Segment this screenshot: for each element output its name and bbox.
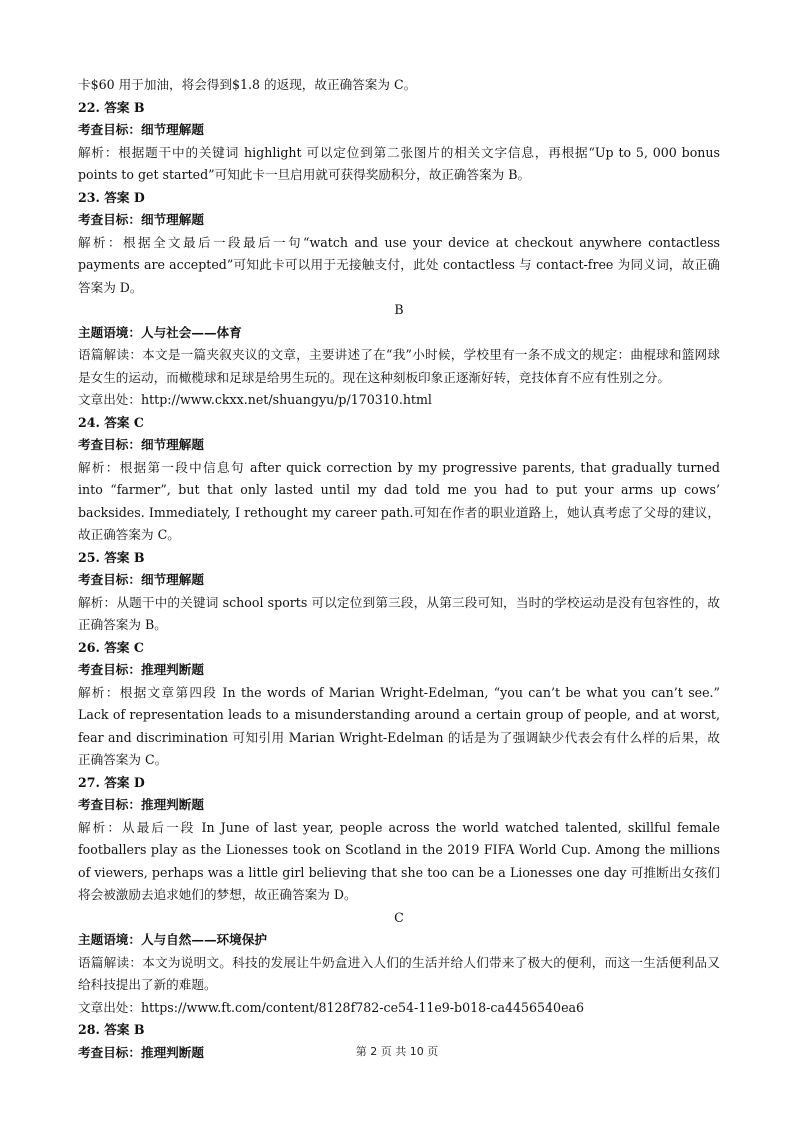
objective-label: 考查目标：推理判断题 <box>78 662 204 677</box>
objective-label: 考查目标：推理判断题 <box>78 1044 204 1060</box>
answer-heading: 23. 答案 D <box>78 189 145 205</box>
answer-heading: 24. 答案 C <box>78 414 144 430</box>
explanation-paragraph: 解析：从题干中的关键词 school sports 可以定位到第三段，从第三段可知，当时的学校运动是没有包容性的，故正确答案为 B。 <box>78 594 720 632</box>
source-line: 文章出处：http://www.ckxx.net/shuangyu/p/170310.html <box>78 392 432 407</box>
objective-label: 考查目标：细节理解题 <box>78 572 204 587</box>
answer-heading: 26. 答案 C <box>78 639 144 655</box>
theme-line: 主题语境：人与自然——环境保护 <box>78 932 267 947</box>
section-heading: B <box>394 302 404 317</box>
objective-label: 考查目标：推理判断题 <box>78 797 204 812</box>
explanation-paragraph: 解析：根据第一段中信息句 after quick correction by my progressive parents, that gradually turned into “farmer”, but that only lasted until my dad told me you had to put your arms up cows’ backsides. Immediately, I rethought my career path.可知在作者的职业道路上，她认真考虑了父母的建议，故正确答案为 C。 <box>78 459 720 542</box>
objective-label: 考查目标：细节理解题 <box>78 122 204 137</box>
theme-line: 主题语境：人与社会——体育 <box>78 324 242 340</box>
passage-summary: 语篇解读：本文是一篇夹叙夹议的文章，主要讲述了在“我”小时候，学校里有一条不成文的规定：曲棍球和篮网球是女生的运动，而橄榄球和足球是给男生玩的。现在这种刻板印象正逐渐好转，竞技体育不应有性别之分。 <box>78 347 720 385</box>
objective-label: 考查目标：细节理解题 <box>78 212 204 227</box>
answer-heading: 25. 答案 B <box>78 549 145 565</box>
document-body <box>78 74 720 1064</box>
explanation-paragraph: 解析：根据题干中的关键词 highlight 可以定位到第二张图片的相关文字信息，再根据“Up to 5, 000 bonus points to get started”可知此卡一旦启用就可获得奖励积分，故正确答案为 B。 <box>78 144 720 182</box>
answer-heading: 27. 答案 D <box>78 774 145 790</box>
section-heading: C <box>394 909 404 925</box>
explanation-paragraph: 解析：根据全文最后一段最后一句“watch and use your device at checkout anywhere contactless payments are accepted”可知此卡可以用于无接触支付，此处 contactless 与 contact-free 为同义词，故正确答案为 D。 <box>78 234 720 295</box>
answer-heading: 22. 答案 B <box>78 99 145 115</box>
text-line: 卡$60 用于加油，将会得到$1.8 的返现，故正确答案为 C。 <box>78 77 417 92</box>
page-number: 第 2 页 共 10 页 <box>355 1045 439 1058</box>
source-line: 文章出处：https://www.ft.com/content/8128f782-ce54-11e9-b018-ca4456540ea6 <box>78 999 585 1015</box>
explanation-paragraph: 解析：从最后一段 In June of last year, people across the world watched talented, skillful female footballers play as the Lionesses took on Scotland in the 2019 FIFA World Cup. Among the millions of viewers, perhaps was a little girl believing that she too can be a Lionesses one day 可推断出女孩们将会被激励去追求她们的梦想，故正确答案为 D。 <box>78 819 720 902</box>
answer-heading: 28. 答案 B <box>78 1022 145 1037</box>
explanation-paragraph: 解析：根据文章第四段 In the words of Marian Wright-Edelman, “you can’t be what you can’t see.” Lack of representation leads to a misunderstanding around a certain group of people, and at worst, fear and discrimination 可知引用 Marian Wright-Edelman 的话是为了强调缺少代表会有什么样的后果，故正确答案为 C。 <box>78 684 720 767</box>
passage-summary: 语篇解读：本文为说明文。科技的发展让牛奶盒进入人们的生活并给人们带来了极大的便利，而这一生活便利品又给科技提出了新的难题。 <box>78 954 720 992</box>
objective-label: 考查目标：细节理解题 <box>78 437 204 452</box>
